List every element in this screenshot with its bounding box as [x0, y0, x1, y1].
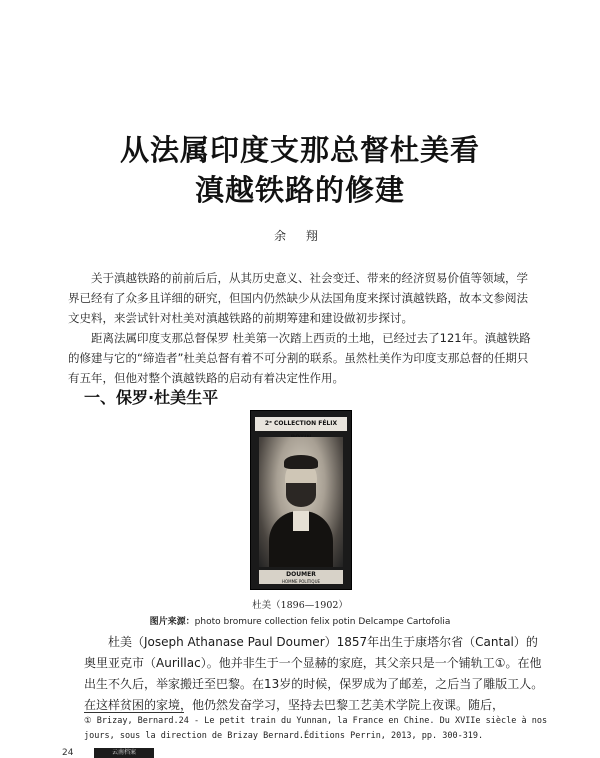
portrait-photo: [250, 410, 352, 590]
figure-source-text: photo bromure collection felix potin Delcampe Cartofolia: [194, 617, 451, 627]
article-title-line2: 滇越铁路的修建: [194, 173, 405, 207]
portrait-beard: [286, 483, 316, 507]
photo-collection-banner: 2ᵉ COLLECTION FÉLIX: [255, 417, 347, 431]
abstract-paragraph-2: 距离法属印度支那总督保罗 杜美第一次踏上西贡的土地，已经过去了121年。滇越铁路的修建与它的“缔造者”杜美总督有着不可分割的联系。虽然杜美作为印度支那总督的任期只有五年，但他对整个滇越铁路的启动有着决定性作用。: [68, 331, 531, 385]
portrait-hair: [284, 455, 318, 469]
body-text: [84, 632, 544, 716]
footnote: ① Brizay, Bernard.24 - Le petit train du Yunnan, la France en Chine. Du XVIIe siècle à nos jours, sous la direction de Brizay Bernard.Éditions Perrin, 2013, pp. 300-319.: [84, 716, 548, 741]
portrait-image: [259, 437, 343, 567]
figure-caption: 杜美（1896—1902）: [252, 600, 348, 611]
portrait-collar: [293, 511, 309, 531]
body-paragraph: 杜美（Joseph Athanase Paul Doumer）1857年出生于康塔尔省（Cantal）的奥里亚克市（Aurillac）。他并非生于一个显赫的家庭，其父亲只是一个铺轨工①。在他出生不久后，举家搬迁至巴黎。在13岁的时候，保罗成为了邮差，之后当了雕版工人。在这样贫困的家境，他仍然发奋学习，坚持去巴黎工艺美术学院上夜课。随后，: [84, 635, 544, 712]
photo-nameplate-name: DOUMER: [286, 571, 316, 578]
footnote-divider: [84, 712, 184, 713]
page-number: 24: [62, 748, 74, 758]
figure-source-label: 图片来源：: [149, 617, 195, 627]
abstract-paragraph-1: 关于滇越铁路的前前后后，从其历史意义、社会变迁、带来的经济贸易价值等领域，学界已经有了众多且详细的研究，但国内仍然缺少从法国角度来探讨滇越铁路，故本文参阅法文史料，来尝试针对杜美对滇越铁路的前期筹建和建设做初步探讨。: [68, 271, 528, 325]
running-head: 云南档案: [94, 748, 154, 758]
section-heading: 一、保罗·杜美生平: [84, 388, 219, 407]
article-author: 余 翔: [274, 229, 326, 243]
photo-nameplate: [259, 570, 343, 584]
photo-nameplate-sub: HOMME POLITIQUE: [281, 579, 321, 584]
article-title-line1: 从法属印度支那总督杜美看: [119, 133, 480, 167]
figure-source: [0, 614, 600, 627]
abstract: [68, 268, 538, 388]
